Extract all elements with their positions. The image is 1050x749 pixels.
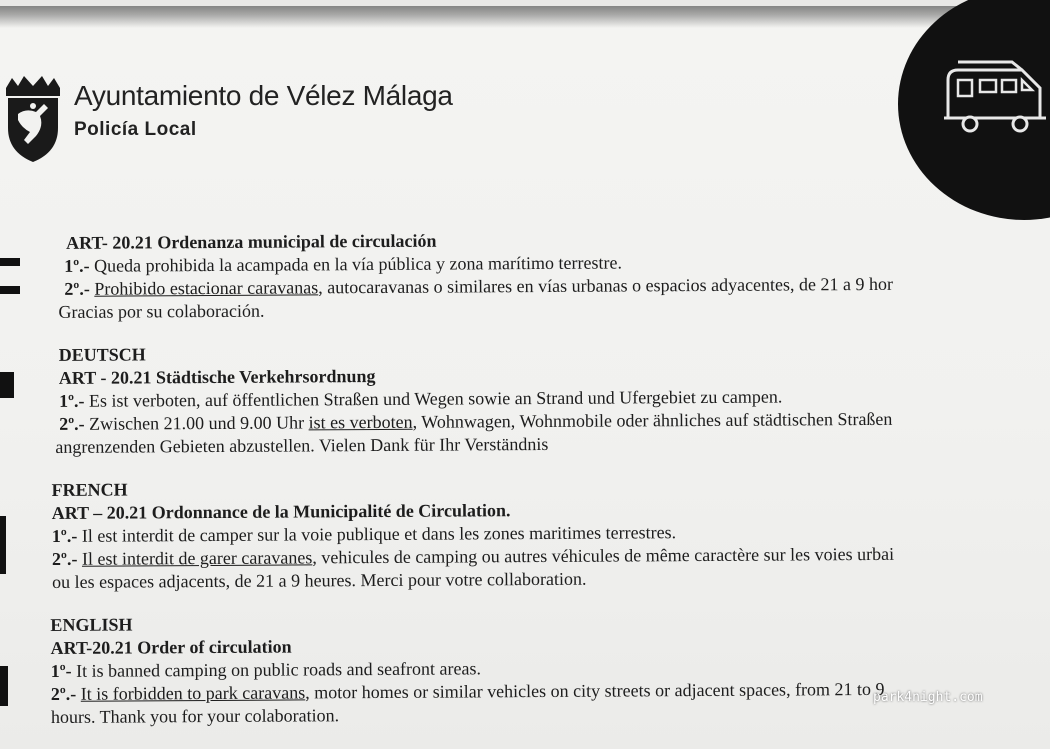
item-number: 1º.- (64, 255, 90, 276)
line-text: , autocaravanas o similares en vías urbanas o espacios adyacentes, de 21 a 9 hor (318, 273, 894, 298)
edge-mark (0, 286, 20, 294)
campervan-badge (898, 0, 1050, 220)
article-title: ART – 20.21 Ordonnance de la Municipalité de Circulation. (51, 500, 511, 523)
line-text: , motor homes or similar vehicles on city streets or adjacent spaces, from 21 to 9 (305, 678, 885, 703)
department-name: Policía Local (74, 119, 197, 140)
item-number: 1º.- (58, 390, 85, 411)
item-number: 1º.- (51, 525, 78, 546)
underlined-text: It is forbidden to park caravans (80, 682, 306, 704)
site-watermark: park4night.com (873, 690, 983, 705)
language-heading: ENGLISH (50, 614, 133, 635)
line-text: ou les espaces adjacents, de 21 a 9 heures. Merci pour votre collaboration. (52, 568, 587, 592)
section-english (50, 608, 1050, 729)
coat-of-arms-icon (0, 74, 66, 166)
article-title: ART- 20.21 Ordenanza municipal de circulación (66, 230, 437, 253)
edge-mark (0, 666, 8, 706)
line-text: Il est interdit de camper sur la voie publique et dans les zones maritimes terrestres. (77, 522, 677, 546)
line-text: angrenzenden Gebieten abzustellen. Vielen Dank für Ihr Verständnis (55, 433, 549, 457)
item-number: 1º- (50, 660, 72, 681)
line-text: Zwischen 21.00 und 9.00 Uhr (84, 412, 309, 434)
text-line (58, 295, 1050, 324)
section-french (52, 473, 1050, 594)
line-text: , Wohnwagen, Wohnmobile oder ähnliches auf städtischen Straßen (412, 408, 893, 432)
underlined-text: Il est interdit de garer caravanes (81, 547, 313, 569)
section-spanish (58, 226, 1050, 324)
line-text: It is banned camping on public roads and seafront areas. (71, 658, 482, 681)
line-text: , vehicules de camping ou autres véhicules de même caractère sur les voies urbai (312, 543, 895, 568)
organization-name: Ayuntamiento de Vélez Málaga (74, 80, 453, 111)
item-number: 2º.- (59, 413, 85, 434)
item-number: 2º.- (50, 683, 77, 704)
edge-mark (0, 258, 20, 266)
line-text: Es ist verboten, auf öffentlichen Straßen und Wegen sowie an Strand und Ufergebiet zu campen. (84, 386, 783, 411)
document-page (0, 6, 1050, 749)
underlined-text: Prohibido estacionar caravanas (94, 277, 319, 299)
underlined-text: ist es verboten (308, 411, 413, 433)
item-number: 2º.- (64, 278, 90, 299)
language-heading: FRENCH (51, 479, 128, 500)
article-title: ART-20.21 Order of circulation (50, 636, 292, 658)
edge-mark (0, 372, 14, 398)
line-text: Gracias por su colaboración. (58, 300, 265, 322)
line-text: hours. Thank you for your colaboration. (50, 705, 340, 727)
edge-mark (0, 516, 6, 574)
article-title: ART - 20.21 Städtische Verkehrsordnung (58, 366, 376, 388)
page-top-shadow (0, 6, 1050, 28)
line-text: Queda prohibida la acampada en la vía pública y zona marítimo terrestre. (89, 252, 622, 276)
document-body (48, 226, 1050, 749)
campervan-icon (942, 58, 1050, 138)
item-number: 2º.- (51, 548, 78, 569)
language-heading: DEUTSCH (58, 344, 146, 365)
section-deutsch (55, 338, 1050, 459)
